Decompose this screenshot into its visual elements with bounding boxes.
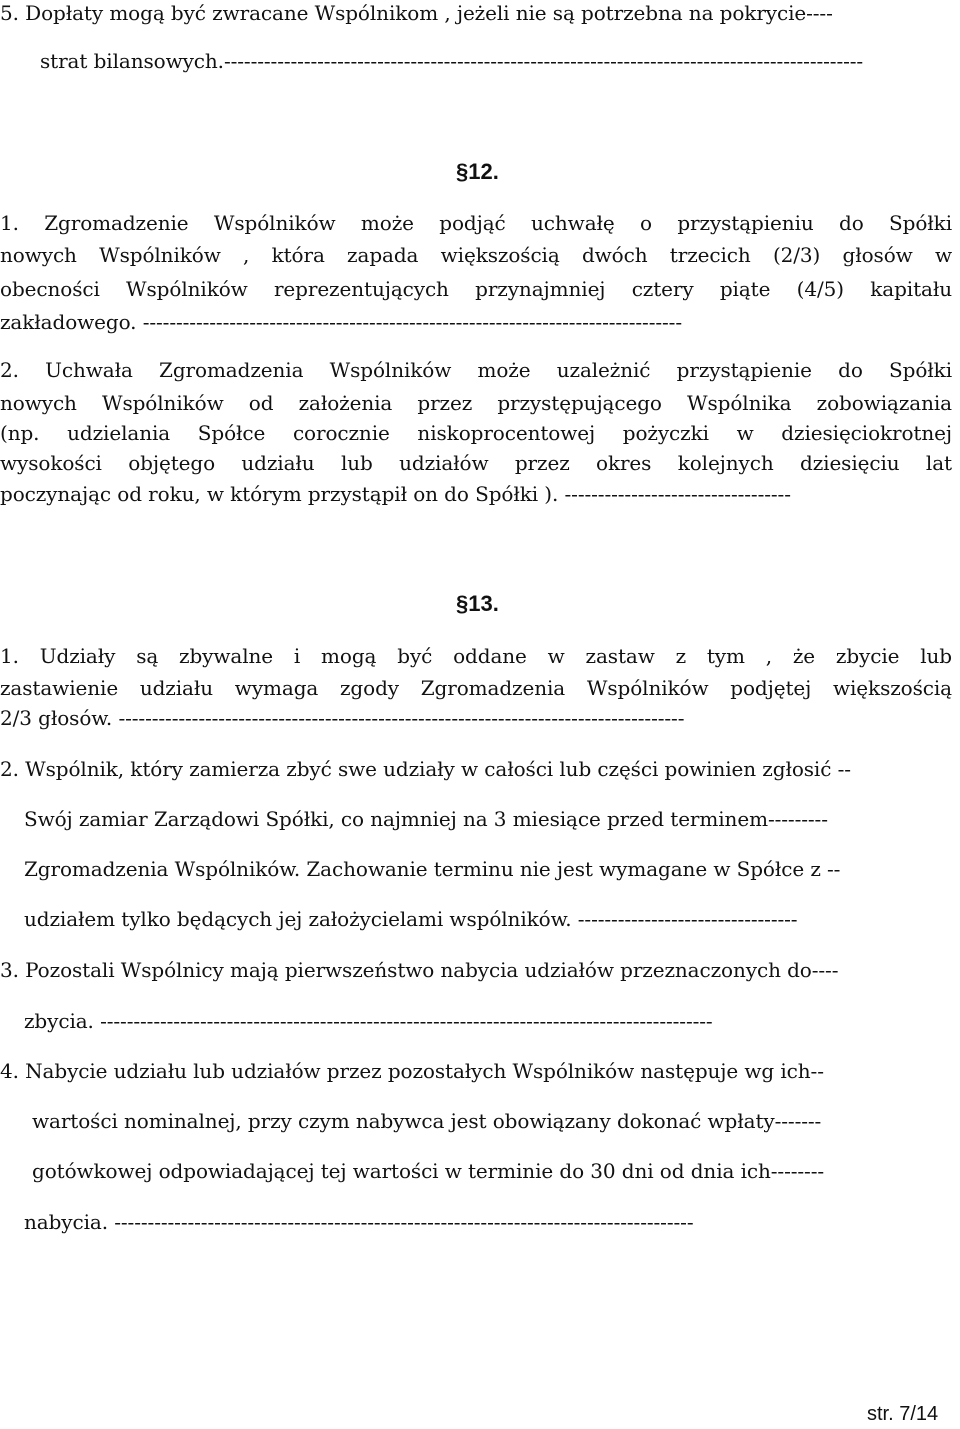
section-12-p2-line-2: nowych Wspólników od założenia przez przystępującego Wspólnika zobowiązania	[0, 391, 952, 415]
section-13-p2-line-4: udziałem tylko będących jej założycielami wspólników. ---------------------------------	[24, 907, 798, 931]
section-13-p2-line-3: Zgromadzenia Wspólników. Zachowanie terminu nie jest wymagane w Spółce z --	[24, 857, 841, 881]
section-12-p2-line-1: 2. Uchwała Zgromadzenia Wspólników może uzależnić przystąpienie do Spółki	[0, 358, 952, 382]
section-12-p2-line-4: wysokości objętego udziału lub udziałów przez okres kolejnych dziesięciu lat	[0, 451, 952, 475]
paragraph-5-line-1: 5. Dopłaty mogą być zwracane Wspólnikom , jeżeli nie są potrzebna na pokrycie----	[0, 1, 833, 25]
section-13-p2-line-1: 2. Wspólnik, który zamierza zbyć swe udziały w całości lub części powinien zgłosić --	[0, 757, 851, 781]
section-13-p1-line-2: zastawienie udziału wymaga zgody Zgromadzenia Wspólników podjętej większością	[0, 676, 952, 700]
section-12-p2-line-5: poczynając od roku, w którym przystąpił on do Spółki ). ----------------------------------	[0, 482, 791, 506]
section-13-p3-line-1: 3. Pozostali Wspólnicy mają pierwszeństwo nabycia udziałów przeznaczonych do----	[0, 958, 839, 982]
section-12-p1-line-1: 1. Zgromadzenie Wspólników może podjąć uchwałę o przystąpieniu do Spółki	[0, 211, 952, 235]
section-13-p4-line-2: wartości nominalnej, przy czym nabywca jest obowiązany dokonać wpłaty-------	[32, 1109, 822, 1133]
section-13-p4-line-4: nabycia. ---------------------------------------------------------------------------------------	[24, 1210, 694, 1234]
section-13-p1-line-3: 2/3 głosów. -------------------------------------------------------------------------------------	[0, 706, 685, 730]
section-13-p3-line-2: zbycia. --------------------------------------------------------------------------------------------	[24, 1009, 713, 1033]
section-13-p1-line-1: 1. Udziały są zbywalne i mogą być oddane w zastaw z tym , że zbycie lub	[0, 644, 952, 668]
paragraph-5-line-2: strat bilansowych.------------------------------------------------------------------------------------------------	[40, 49, 864, 73]
section-12-p2-line-3: (np. udzielania Spółce corocznie niskoprocentowej pożyczki w dziesięciokrotnej	[0, 421, 952, 445]
section-13-p4-line-3: gotówkowej odpowiadającej tej wartości w terminie do 30 dni od dnia ich--------	[32, 1159, 825, 1183]
page-number: str. 7/14	[867, 1403, 939, 1425]
section-12-p1-line-3: obecności Wspólników reprezentujących przynajmniej cztery piąte (4/5) kapitału	[0, 277, 952, 301]
section-13-p4-line-1: 4. Nabycie udziału lub udziałów przez pozostałych Wspólników następuje wg ich--	[0, 1059, 824, 1083]
section-13-p2-line-2: Swój zamiar Zarządowi Spółki, co najmniej na 3 miesiące przed terminem---------	[24, 807, 828, 831]
section-12-heading: §12.	[456, 159, 499, 184]
section-12-p1-line-2: nowych Wspólników , która zapada większością dwóch trzecich (2/3) głosów w	[0, 243, 952, 267]
section-13-heading: §13.	[456, 591, 499, 616]
section-12-p1-line-4: zakładowego. ---------------------------------------------------------------------------------	[0, 310, 682, 334]
